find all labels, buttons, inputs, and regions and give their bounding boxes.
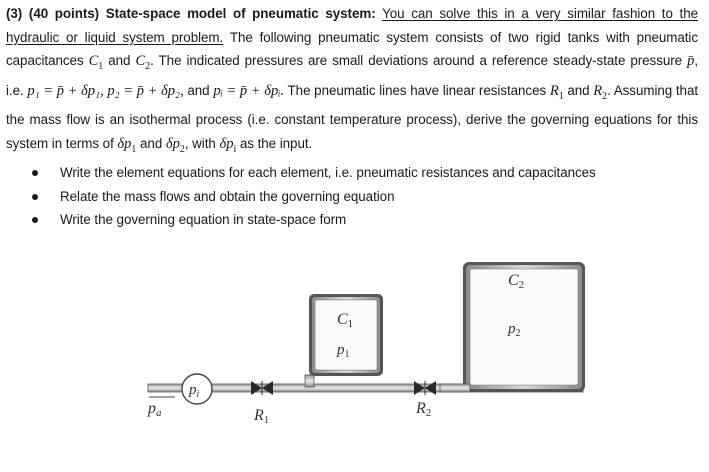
label-r1: R1 — [254, 407, 270, 426]
math-dp1: $\delta p_1$ — [117, 135, 137, 155]
problem-text-1: The following pneumatic system consists of two rigid tanks with pneumatic capacitances — [6, 29, 698, 69]
tank-c1 — [309, 294, 383, 376]
list-item: Write the governing equation in state-space form — [6, 208, 698, 232]
problem-points: (40 points) — [28, 6, 100, 21]
pipe-into-tank2 — [440, 384, 470, 392]
problem-text-7: . Assuming that the mass flow is an isothermal process (i.e. constant temperature process), derive the governing equations for this system in terms of — [6, 82, 699, 151]
label-pi: $p_i$ — [189, 382, 200, 400]
label-r2: R2 — [416, 400, 432, 419]
problem-hint: You can solve this in a very similar fashion to the hydraulic or liquid system problem. — [6, 6, 698, 45]
label-p1: $p_1$ — [337, 342, 350, 360]
math-r1: $R_1$ — [549, 82, 564, 102]
problem-text-8: and — [140, 135, 163, 151]
valve-r1 — [251, 381, 273, 395]
math-dp2: $\delta p_2$ — [165, 135, 185, 155]
label-pa: pa — [148, 400, 162, 419]
problem-text-5: The pneumatic lines have linear resistances — [287, 82, 547, 98]
math-p2-equation: p₂ = p̄ + δp₂, — [107, 82, 184, 99]
math-p1-equation: p₁ = p̄ + δp₁, — [27, 82, 104, 99]
problem-text-10: as the input. — [239, 135, 313, 151]
label-p2: $p_2$ — [508, 321, 521, 339]
problem-text-4: , i.e. — [6, 53, 698, 98]
label-c2: C2 — [508, 272, 525, 291]
problem-title: State-space model of pneumatic system: — [105, 6, 376, 21]
math-pbar: p̄ — [687, 53, 695, 70]
list-item: Relate the mass flows and obtain the governing equation — [6, 185, 698, 209]
math-c2: $C_2$ — [135, 53, 151, 73]
riser-pipe-tank1 — [305, 375, 314, 387]
problem-text-3: . The indicated pressures are small deviations around a reference steady-state pressure — [150, 53, 683, 69]
problem-text-2: and — [108, 53, 131, 69]
problem-text-6: and — [567, 82, 590, 98]
list-item: Write the element equations for each element, i.e. pneumatic resistances and capacitances — [6, 161, 698, 185]
math-c1: $C_1$ — [88, 53, 104, 73]
problem-number: (3) — [6, 6, 23, 21]
math-dpi: $\delta p_i$ — [219, 135, 237, 155]
math-r2: $R_2$ — [593, 82, 608, 102]
math-pi-equation: pᵢ = p̄ + δpᵢ. — [213, 82, 285, 99]
valve-r2 — [414, 381, 436, 395]
problem-text-9: , with — [184, 135, 216, 151]
label-c1: C1 — [337, 311, 354, 330]
math-and-word: and — [187, 82, 210, 98]
